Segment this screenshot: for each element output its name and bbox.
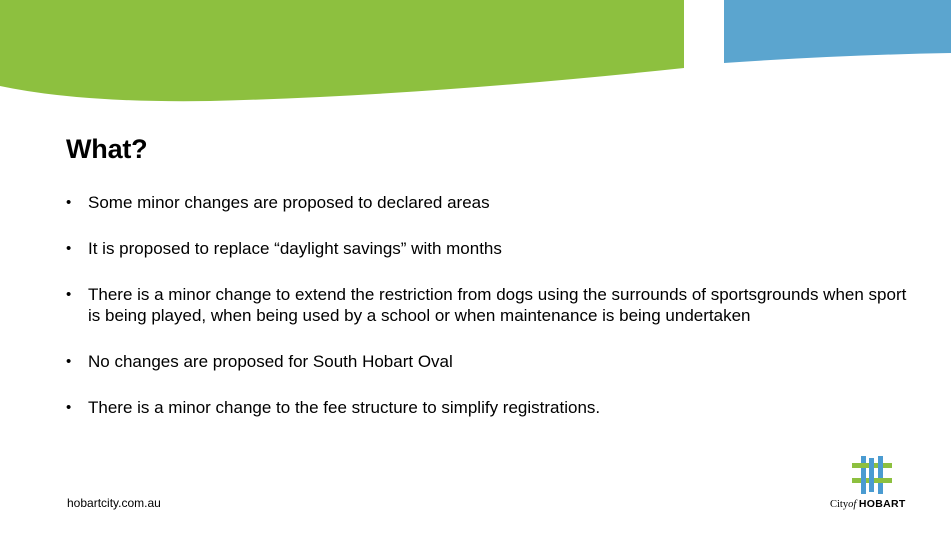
bullet-icon: • <box>66 240 72 257</box>
bullet-item <box>66 238 916 259</box>
logo-hobart: HOBART <box>858 498 906 510</box>
bullet-item <box>66 397 916 418</box>
green-band <box>0 0 684 101</box>
logo-of: of <box>848 499 857 510</box>
bullet-text: It is proposed to replace “daylight savings” with months <box>88 239 502 258</box>
bullet-text: There is a minor change to extend the restriction from dogs using the surrounds of sportsgrounds when sport is being played, when being used by a school or when maintenance is being undertaken <box>88 285 907 325</box>
city-of-hobart-logo <box>830 456 914 510</box>
slide-title: What? <box>66 134 148 164</box>
bullet-icon: • <box>66 194 72 211</box>
bullet-item <box>66 284 916 326</box>
bullet-list <box>66 192 916 443</box>
logo-city: City <box>830 499 849 510</box>
footer-url: hobartcity.com.au <box>67 496 161 510</box>
logo-wordmark <box>830 498 914 510</box>
bullet-item <box>66 351 916 372</box>
header-decoration <box>0 0 951 110</box>
blue-band <box>724 0 951 63</box>
hobart-weave-icon <box>852 456 892 494</box>
bullet-item <box>66 192 916 213</box>
bullet-icon: • <box>66 399 72 416</box>
bullet-text: There is a minor change to the fee structure to simplify registrations. <box>88 398 601 417</box>
bullet-icon: • <box>66 286 72 303</box>
bullet-text: No changes are proposed for South Hobart Oval <box>88 352 453 371</box>
bullet-icon: • <box>66 353 72 370</box>
bullet-text: Some minor changes are proposed to declared areas <box>88 193 490 212</box>
